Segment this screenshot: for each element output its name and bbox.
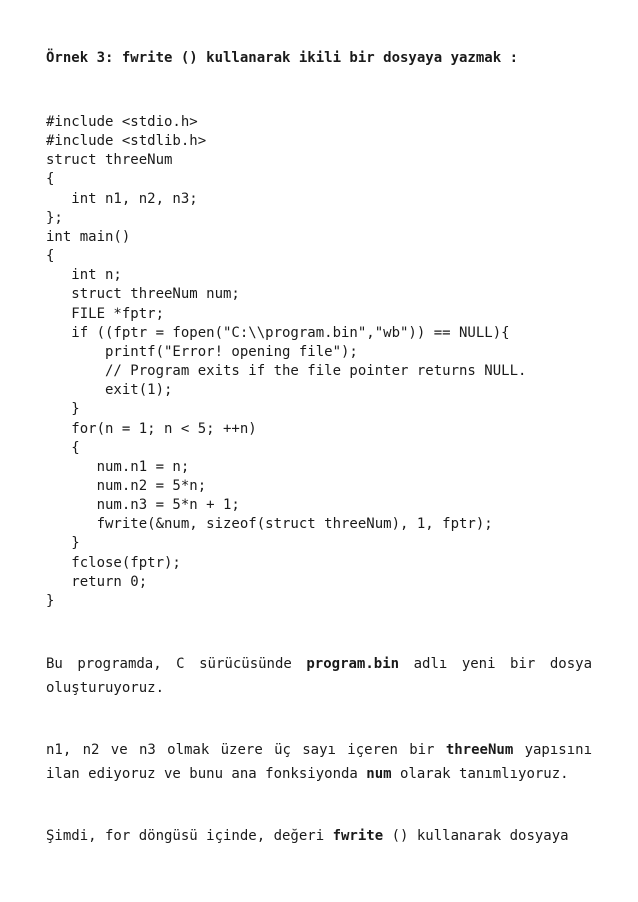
paragraph-text: Bu programda, C sürücüsünde — [46, 656, 307, 672]
paragraph-text: olarak tanımlıyoruz. — [391, 766, 569, 782]
paragraph-text: () kullanarak dosyaya — [383, 828, 569, 844]
code-block: #include <stdio.h> #include <stdlib.h> struct threeNum { int n1, n2, n3; }; int main() { int n; struct threeNum num; FILE *fptr; if ((fptr = fopen("C:\\program.bin","wb")) == NULL){ printf("Error! opening file"); // Program exits if the file pointer returns NULL. exit(1); } for(n = 1; n < 5; ++n) { num.n1 = n; num.n2 = 5*n; num.n3 = 5*n + 1; fwrite(&num, sizeof(struct threeNum), 1, fptr); } fclose(fptr); return 0; } — [46, 114, 527, 609]
paragraph-program-bin — [46, 652, 592, 700]
paragraph-text: Şimdi, for döngüsü içinde, değeri — [46, 828, 333, 844]
paragraph-text: adlı yeni bir dosya oluşturuyoruz. — [46, 656, 592, 696]
example-heading: Örnek 3: fwrite () kullanarak ikili bir dosyaya yazmak : — [46, 50, 519, 66]
bold-term-fwrite: fwrite — [332, 828, 384, 844]
paragraph-fwrite — [46, 824, 592, 848]
paragraph-threenum — [46, 738, 592, 786]
paragraph-text: yapısını ilan ediyoruz ve bunu ana fonksiyonda — [46, 742, 593, 782]
bold-term-num: num — [366, 766, 392, 782]
paragraph-text: n1, n2 ve n3 olmak üzere üç sayı içeren bir — [46, 742, 446, 758]
bold-term-threenum: threeNum — [445, 742, 514, 758]
bold-term-program-bin: program.bin — [306, 656, 400, 672]
